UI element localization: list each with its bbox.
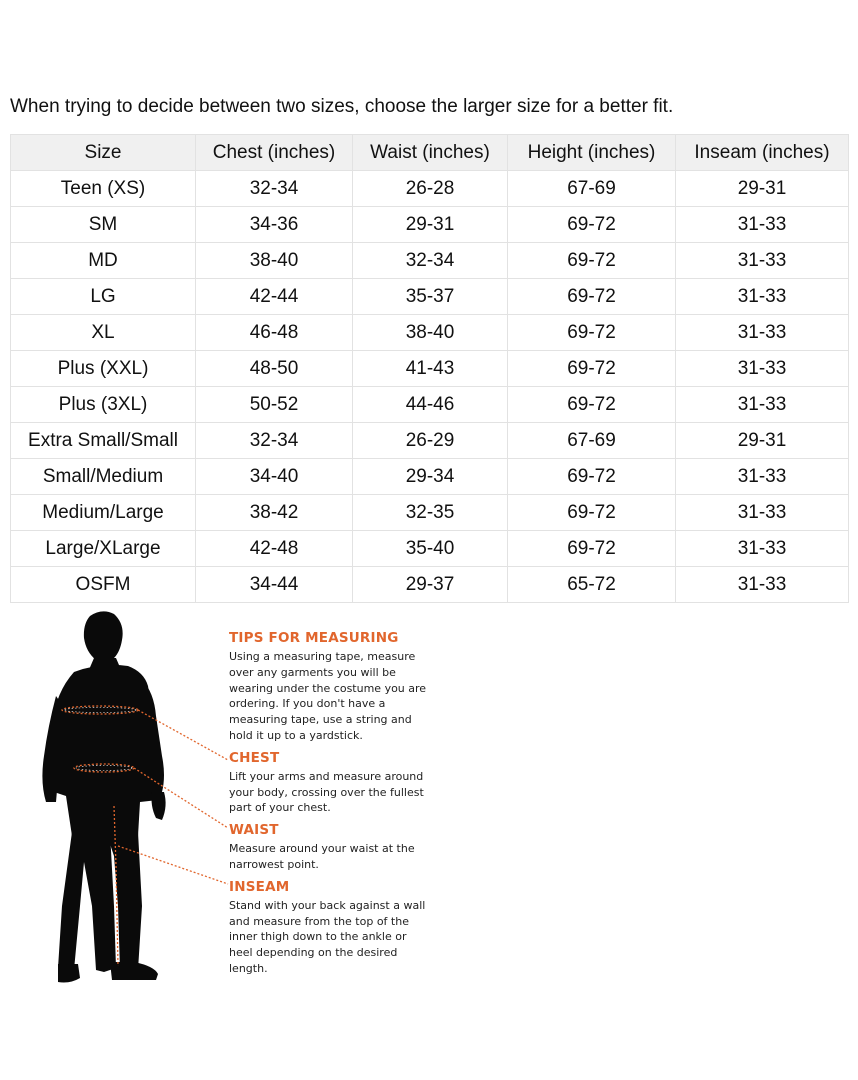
tips-intro: Using a measuring tape, measure over any garments you will be wearing under the costume you are ordering. If you don't have a measuring tape, use a string and hold it up to a yardstick. [229,650,427,742]
inseam-cell: 31-33 [676,459,849,495]
chest-cell: 32-34 [196,423,353,459]
waist-cell: 38-40 [353,315,508,351]
chest-cell: 34-40 [196,459,353,495]
table-row [11,495,849,531]
waist-cell: 26-29 [353,423,508,459]
height-cell: 69-72 [508,351,676,387]
chest-cell: 42-44 [196,279,353,315]
table-row [11,423,849,459]
table-row [11,567,849,603]
size-cell: Plus (3XL) [11,387,196,423]
inseam-cell: 31-33 [676,567,849,603]
chest-cell: 38-40 [196,243,353,279]
table-row [11,459,849,495]
inseam-text: Stand with your back against a wall and measure from the top of the inner thigh down to the ankle or heel depending on the desired length. [229,898,426,975]
height-cell: 69-72 [508,207,676,243]
inseam-cell: 31-33 [676,351,849,387]
waist-cell: 41-43 [353,351,508,387]
header-chest: Chest (inches) [196,135,353,171]
table-body [11,171,849,603]
waist-cell: 32-34 [353,243,508,279]
waist-cell: 44-46 [353,387,508,423]
size-cell: XL [11,315,196,351]
height-cell: 69-72 [508,531,676,567]
table-row [11,531,849,567]
chest-cell: 34-44 [196,567,353,603]
inseam-heading: INSEAM [229,878,290,895]
inseam-cell: 31-33 [676,531,849,567]
table-row [11,207,849,243]
waist-cell: 29-37 [353,567,508,603]
tips-title: TIPS FOR MEASURING [229,630,399,646]
inseam-cell: 31-33 [676,243,849,279]
table-row [11,171,849,207]
height-cell: 69-72 [508,387,676,423]
height-cell: 65-72 [508,567,676,603]
inseam-cell: 31-33 [676,207,849,243]
inseam-tip [229,879,429,977]
size-chart-table [10,134,849,603]
inseam-cell: 31-33 [676,315,849,351]
height-cell: 69-72 [508,279,676,315]
table-header-row [11,135,849,171]
size-cell: Medium/Large [11,495,196,531]
size-cell: Large/XLarge [11,531,196,567]
chest-cell: 32-34 [196,171,353,207]
table-row [11,279,849,315]
inseam-cell: 31-33 [676,495,849,531]
table-row [11,387,849,423]
waist-cell: 35-37 [353,279,508,315]
header-size: Size [11,135,196,171]
height-cell: 69-72 [508,315,676,351]
chest-cell: 46-48 [196,315,353,351]
table-row [11,351,849,387]
inseam-cell: 31-33 [676,279,849,315]
chest-heading: CHEST [229,749,280,766]
header-waist: Waist (inches) [353,135,508,171]
size-note: When trying to decide between two sizes, choose the larger size for a better fit. [10,96,674,117]
size-cell: MD [11,243,196,279]
height-cell: 69-72 [508,495,676,531]
chest-cell: 34-36 [196,207,353,243]
size-cell: Teen (XS) [11,171,196,207]
inseam-cell: 29-31 [676,423,849,459]
chest-cell: 50-52 [196,387,353,423]
height-cell: 69-72 [508,459,676,495]
waist-cell: 29-31 [353,207,508,243]
inseam-cell: 29-31 [676,171,849,207]
waist-cell: 29-34 [353,459,508,495]
size-cell: SM [11,207,196,243]
header-height: Height (inches) [508,135,676,171]
table-row [11,243,849,279]
person-silhouette-icon [30,606,240,996]
chest-cell: 38-42 [196,495,353,531]
chest-cell: 42-48 [196,531,353,567]
measuring-tips [229,630,429,977]
size-cell: Extra Small/Small [11,423,196,459]
waist-text: Measure around your waist at the narrowest point. [229,842,415,871]
chest-tip [229,750,429,816]
size-cell: OSFM [11,567,196,603]
table-row [11,315,849,351]
waist-heading: WAIST [229,822,279,839]
size-cell: Plus (XXL) [11,351,196,387]
header-inseam: Inseam (inches) [676,135,849,171]
waist-cell: 26-28 [353,171,508,207]
size-cell: LG [11,279,196,315]
waist-cell: 32-35 [353,495,508,531]
chest-text: Lift your arms and measure around your body, crossing over the fullest part of your chest. [229,769,424,815]
size-cell: Small/Medium [11,459,196,495]
height-cell: 67-69 [508,423,676,459]
waist-tip [229,822,429,873]
height-cell: 69-72 [508,243,676,279]
chest-cell: 48-50 [196,351,353,387]
waist-cell: 35-40 [353,531,508,567]
inseam-cell: 31-33 [676,387,849,423]
height-cell: 67-69 [508,171,676,207]
